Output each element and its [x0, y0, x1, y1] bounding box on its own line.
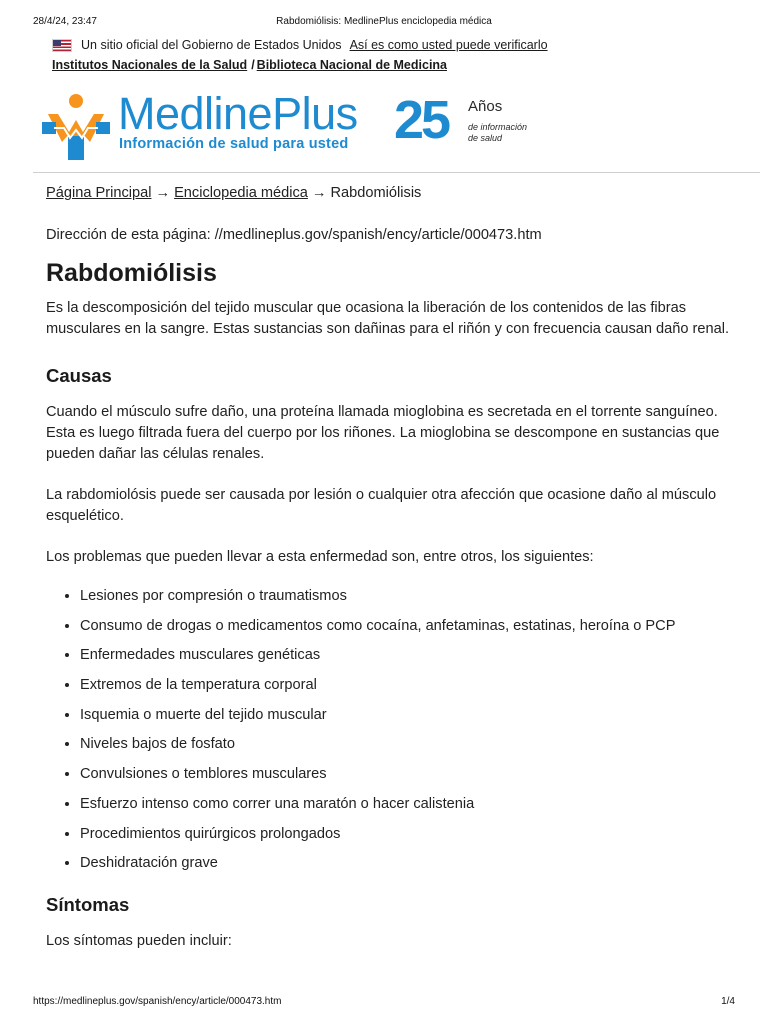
breadcrumb-home[interactable]: Página Principal [46, 185, 152, 201]
page-title: Rabdomiólisis [46, 259, 217, 287]
breadcrumb-arrow-icon: → [311, 185, 327, 201]
causas-paragraph-1: Cuando el músculo sufre daño, una proteína llamada mioglobina es secretada en el torrente sanguíneo. Esta es luego filtrada fuera del cuerpo por los riñones. La mioglobina se descompone en sustancias que pueden dañar las células renales. [46, 404, 720, 462]
anniversary-word: Años [468, 98, 503, 115]
print-url: https://medlineplus.gov/spanish/ency/article/000473.htm [33, 996, 282, 1007]
logo-name: MedlinePlus [118, 88, 358, 139]
institution-separator: / [251, 58, 255, 72]
list-item: • Lesiones por compresión o traumatismos [80, 586, 736, 607]
print-date: 28/4/24, 23:47 [33, 16, 97, 27]
sintomas-paragraph-1: Los síntomas pueden incluir: [46, 933, 232, 950]
breadcrumb [46, 183, 736, 203]
anniversary-subtitle-line1: de información [468, 122, 528, 132]
anniversary-subtitle-line2: de salud [468, 133, 503, 143]
nlm-link[interactable]: Biblioteca Nacional de Medicina [256, 58, 447, 72]
list-item: • Consumo de drogas o medicamentos como cocaína, anfetaminas, estatinas, heroína o PCP [80, 616, 736, 637]
intro-paragraph: Es la descomposición del tejido muscular que ocasiona la liberación de los contenidos de las fibras musculares en la sangre. Estas sustancias son dañinas para el riñón y con frecuencia causan daño renal. [46, 300, 730, 337]
nih-link[interactable]: Institutos Nacionales de la Salud [52, 58, 248, 72]
list-item: • Esfuerzo intenso como correr una maratón o hacer calistenia [80, 794, 736, 815]
list-item: • Extremos de la temperatura corporal [80, 675, 736, 696]
breadcrumb-arrow-icon: → [155, 185, 171, 201]
verify-link[interactable]: Así es como usted puede verificarlo [349, 38, 548, 52]
gov-banner-text: Un sitio oficial del Gobierno de Estados Unidos [81, 38, 342, 52]
list-item: • Deshidratación grave [80, 853, 736, 874]
section-heading-sintomas: Síntomas [46, 894, 130, 916]
medlineplus-logo[interactable] [40, 88, 540, 168]
us-flag-icon [52, 39, 72, 52]
list-item: • Niveles bajos de fosfato [80, 734, 736, 755]
causes-list [46, 586, 736, 874]
header-divider [33, 172, 760, 173]
print-page-title: Rabdomiólisis: MedlinePlus enciclopedia médica [276, 16, 492, 27]
print-page-number: 1/4 [721, 996, 735, 1007]
list-item: • Isquemia o muerte del tejido muscular [80, 705, 736, 726]
causas-paragraph-2: La rabdomiolósis puede ser causada por lesión o cualquier otra afección que ocasione daño al músculo esquelético. [46, 487, 717, 524]
print-header [33, 16, 735, 30]
medlineplus-figure-icon [40, 92, 112, 162]
causas-paragraph-3: Los problemas que pueden llevar a esta enfermedad son, entre otros, los siguientes: [46, 549, 594, 565]
breadcrumb-encyclopedia[interactable]: Enciclopedia médica [174, 185, 308, 201]
anniversary-subtitle [468, 122, 548, 144]
list-item: • Convulsiones o temblores musculares [80, 764, 736, 785]
institution-links [52, 58, 447, 72]
list-item: • Enfermedades musculares genéticas [80, 645, 736, 666]
gov-banner [52, 36, 548, 54]
logo-tagline: Información de salud para usted [119, 136, 349, 152]
list-item: • Procedimientos quirúrgicos prolongados [80, 824, 736, 845]
article-content [46, 183, 736, 952]
page-address: Dirección de esta página: //medlineplus.gov/spanish/ency/article/000473.htm [46, 227, 542, 243]
breadcrumb-current: Rabdomiólisis [330, 185, 422, 201]
anniversary-years: 25 [394, 90, 449, 150]
print-footer [33, 996, 735, 1010]
section-heading-causas: Causas [46, 365, 112, 386]
